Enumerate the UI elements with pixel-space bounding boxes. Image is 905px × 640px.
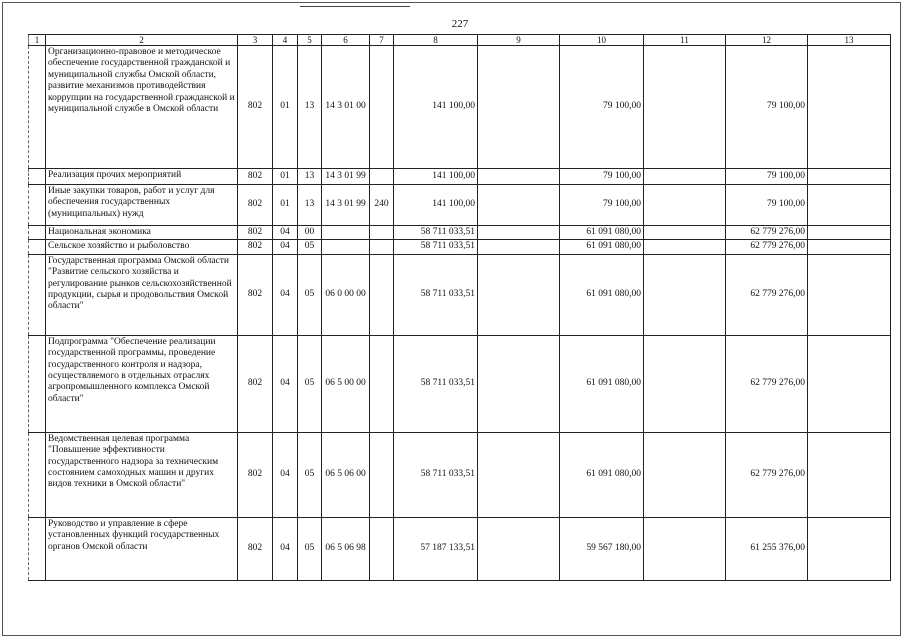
header-cell: 1 xyxy=(29,35,46,46)
target-article-cell xyxy=(322,226,370,240)
amount-year1-cell: 58 711 033,51 xyxy=(394,254,478,335)
row-name-cell: Сельское хозяйство и рыболовство xyxy=(46,240,238,254)
subsection-code-cell: 05 xyxy=(298,432,322,517)
amount-year2-cell: 79 100,00 xyxy=(560,46,644,169)
table-row xyxy=(29,226,891,240)
subsection-code-cell: 05 xyxy=(298,240,322,254)
row-index-cell xyxy=(29,226,46,240)
target-article-cell: 06 5 00 00 xyxy=(322,335,370,432)
amount-year1-cell: 58 711 033,51 xyxy=(394,226,478,240)
row-index-cell xyxy=(29,254,46,335)
row-name-cell: Руководство и управление в сфере установленных функций государственных органов Омской области xyxy=(46,517,238,580)
admin-code-cell: 802 xyxy=(238,254,273,335)
amount-year3-cell: 79 100,00 xyxy=(726,46,808,169)
row-name-cell: Реализация прочих мероприятий xyxy=(46,169,238,185)
subsection-code-cell: 13 xyxy=(298,46,322,169)
section-code-cell: 04 xyxy=(273,517,298,580)
expense-type-cell xyxy=(370,226,394,240)
admin-code-cell: 802 xyxy=(238,46,273,169)
section-code-cell: 04 xyxy=(273,240,298,254)
amount-year2-cell: 61 091 080,00 xyxy=(560,254,644,335)
amount-year3-cell: 62 779 276,00 xyxy=(726,240,808,254)
amount-col13-cell xyxy=(808,254,891,335)
amount-col13-cell xyxy=(808,517,891,580)
amount-year3-cell: 79 100,00 xyxy=(726,185,808,226)
amount-col9-cell xyxy=(478,517,560,580)
expense-type-cell: 240 xyxy=(370,185,394,226)
table-row xyxy=(29,240,891,254)
header-cell: 8 xyxy=(394,35,478,46)
section-code-cell: 04 xyxy=(273,335,298,432)
amount-year1-cell: 58 711 033,51 xyxy=(394,335,478,432)
header-cell: 9 xyxy=(478,35,560,46)
amount-col13-cell xyxy=(808,185,891,226)
target-article-cell: 06 0 00 00 xyxy=(322,254,370,335)
header-cell: 7 xyxy=(370,35,394,46)
amount-col11-cell xyxy=(644,432,726,517)
target-article-cell: 14 3 01 99 xyxy=(322,185,370,226)
amount-col9-cell xyxy=(478,226,560,240)
amount-col13-cell xyxy=(808,240,891,254)
amount-col9-cell xyxy=(478,169,560,185)
expense-type-cell xyxy=(370,517,394,580)
page-number: 227 xyxy=(451,18,469,30)
amount-year1-cell: 58 711 033,51 xyxy=(394,432,478,517)
target-article-cell: 06 5 06 00 xyxy=(322,432,370,517)
amount-year2-cell: 79 100,00 xyxy=(560,185,644,226)
amount-year2-cell: 61 091 080,00 xyxy=(560,240,644,254)
header-cell: 12 xyxy=(726,35,808,46)
section-code-cell: 04 xyxy=(273,254,298,335)
subsection-code-cell: 05 xyxy=(298,335,322,432)
amount-col11-cell xyxy=(644,254,726,335)
amount-col13-cell xyxy=(808,226,891,240)
admin-code-cell: 802 xyxy=(238,226,273,240)
amount-col9-cell xyxy=(478,254,560,335)
amount-year1-cell: 141 100,00 xyxy=(394,185,478,226)
amount-col11-cell xyxy=(644,169,726,185)
admin-code-cell: 802 xyxy=(238,185,273,226)
admin-code-cell: 802 xyxy=(238,335,273,432)
subsection-code-cell: 05 xyxy=(298,517,322,580)
amount-year2-cell: 61 091 080,00 xyxy=(560,335,644,432)
header-cell: 10 xyxy=(560,35,644,46)
row-index-cell xyxy=(29,46,46,169)
row-index-cell xyxy=(29,335,46,432)
row-name-cell: Подпрограмма "Обеспечение реализации государственной программы, проведение государственного контроля и надзора, осуществляемого в отдельных отраслях агропромышленного комплекса Омской области" xyxy=(46,335,238,432)
amount-year2-cell: 61 091 080,00 xyxy=(560,432,644,517)
header-cell: 3 xyxy=(238,35,273,46)
amount-col9-cell xyxy=(478,432,560,517)
target-article-cell xyxy=(322,240,370,254)
header-cell: 13 xyxy=(808,35,891,46)
section-code-cell: 01 xyxy=(273,169,298,185)
row-name-cell: Ведомственная целевая программа "Повышение эффективности государственного надзора за техническим состоянием самоходных машин и других видов техники в Омской области" xyxy=(46,432,238,517)
header-cell: 2 xyxy=(46,35,238,46)
table-header-row xyxy=(29,35,891,46)
table-row xyxy=(29,517,891,580)
table-row xyxy=(29,432,891,517)
expense-type-cell xyxy=(370,240,394,254)
amount-col13-cell xyxy=(808,46,891,169)
expense-type-cell xyxy=(370,254,394,335)
amount-year1-cell: 58 711 033,51 xyxy=(394,240,478,254)
subsection-code-cell: 13 xyxy=(298,169,322,185)
row-index-cell xyxy=(29,169,46,185)
amount-col11-cell xyxy=(644,185,726,226)
amount-year2-cell: 79 100,00 xyxy=(560,169,644,185)
budget-table xyxy=(28,34,891,581)
amount-year3-cell: 62 779 276,00 xyxy=(726,335,808,432)
scan-artifact-line xyxy=(300,6,410,7)
amount-year3-cell: 62 779 276,00 xyxy=(726,254,808,335)
admin-code-cell: 802 xyxy=(238,240,273,254)
table-row xyxy=(29,46,891,169)
amount-year3-cell: 79 100,00 xyxy=(726,169,808,185)
header-cell: 6 xyxy=(322,35,370,46)
target-article-cell: 06 5 06 98 xyxy=(322,517,370,580)
amount-col9-cell xyxy=(478,46,560,169)
expense-type-cell xyxy=(370,432,394,517)
section-code-cell: 04 xyxy=(273,226,298,240)
admin-code-cell: 802 xyxy=(238,169,273,185)
amount-col9-cell xyxy=(478,335,560,432)
amount-year1-cell: 57 187 133,51 xyxy=(394,517,478,580)
section-code-cell: 01 xyxy=(273,46,298,169)
table-row xyxy=(29,254,891,335)
row-index-cell xyxy=(29,432,46,517)
row-name-cell: Организационно-правовое и методическое обеспечение государственной гражданской и муниципальной службы Омской области, развитие механизмов противодействия коррупции на государственной гражданской и муниципальной службе в Омской области xyxy=(46,46,238,169)
section-code-cell: 04 xyxy=(273,432,298,517)
section-code-cell: 01 xyxy=(273,185,298,226)
amount-col11-cell xyxy=(644,335,726,432)
amount-year3-cell: 62 779 276,00 xyxy=(726,226,808,240)
amount-col11-cell xyxy=(644,517,726,580)
subsection-code-cell: 13 xyxy=(298,185,322,226)
expense-type-cell xyxy=(370,335,394,432)
target-article-cell: 14 3 01 00 xyxy=(322,46,370,169)
amount-col11-cell xyxy=(644,226,726,240)
table-row xyxy=(29,335,891,432)
admin-code-cell: 802 xyxy=(238,517,273,580)
subsection-code-cell: 00 xyxy=(298,226,322,240)
amount-col9-cell xyxy=(478,240,560,254)
row-name-cell: Иные закупки товаров, работ и услуг для обеспечения государственных (муниципальных) нужд xyxy=(46,185,238,226)
row-index-cell xyxy=(29,185,46,226)
subsection-code-cell: 05 xyxy=(298,254,322,335)
amount-year1-cell: 141 100,00 xyxy=(394,46,478,169)
row-index-cell xyxy=(29,240,46,254)
header-cell: 4 xyxy=(273,35,298,46)
row-name-cell: Государственная программа Омской области "Развитие сельского хозяйства и регулирование рынков сельскохозяйственной продукции, сырья и продовольствия Омской области" xyxy=(46,254,238,335)
target-article-cell: 14 3 01 99 xyxy=(322,169,370,185)
header-cell: 5 xyxy=(298,35,322,46)
amount-col13-cell xyxy=(808,432,891,517)
amount-year3-cell: 61 255 376,00 xyxy=(726,517,808,580)
table-row xyxy=(29,169,891,185)
expense-type-cell xyxy=(370,46,394,169)
table-row xyxy=(29,185,891,226)
amount-year1-cell: 141 100,00 xyxy=(394,169,478,185)
amount-year2-cell: 61 091 080,00 xyxy=(560,226,644,240)
amount-col9-cell xyxy=(478,185,560,226)
amount-col13-cell xyxy=(808,335,891,432)
amount-year2-cell: 59 567 180,00 xyxy=(560,517,644,580)
amount-col11-cell xyxy=(644,240,726,254)
admin-code-cell: 802 xyxy=(238,432,273,517)
expense-type-cell xyxy=(370,169,394,185)
amount-year3-cell: 62 779 276,00 xyxy=(726,432,808,517)
row-index-cell xyxy=(29,517,46,580)
amount-col11-cell xyxy=(644,46,726,169)
header-cell: 11 xyxy=(644,35,726,46)
row-name-cell: Национальная экономика xyxy=(46,226,238,240)
amount-col13-cell xyxy=(808,169,891,185)
